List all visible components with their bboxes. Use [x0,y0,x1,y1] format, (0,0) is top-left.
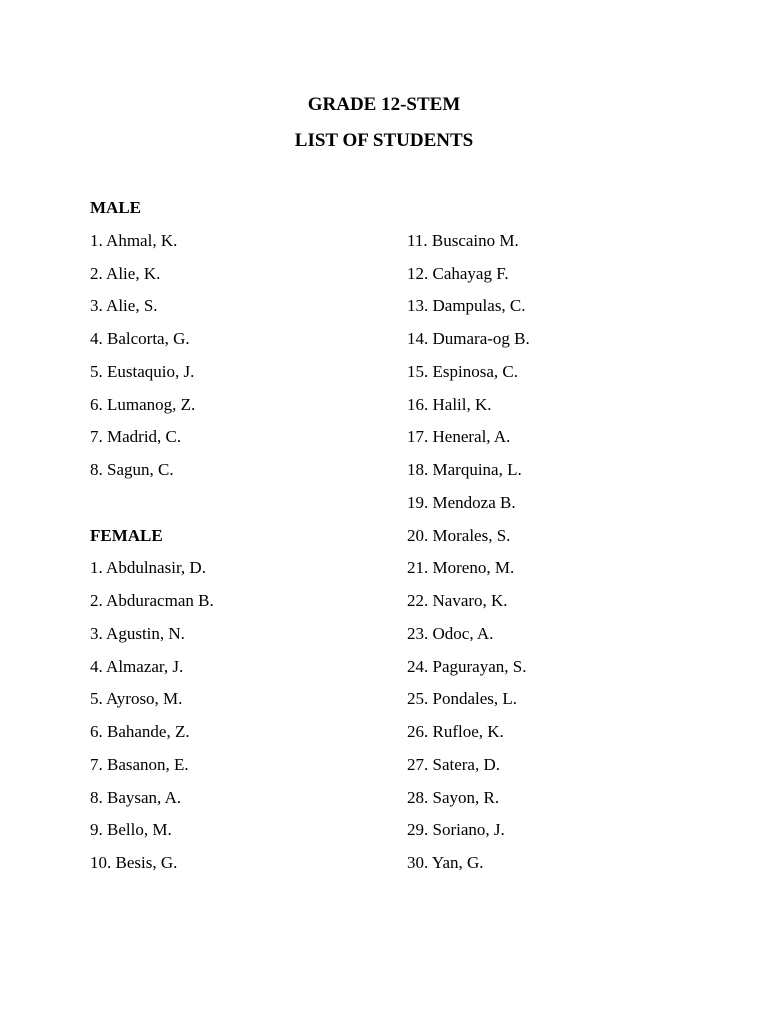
list-item: 22. Navaro, K. [407,591,508,610]
list-item: 9. Bello, M. [90,820,172,840]
list-item: 19. Mendoza B. [407,492,516,512]
list-item: 1. Ahmal, K. [90,230,178,250]
document-title: GRADE 12-STEM [307,94,461,115]
list-item: 6. Lumanog, Z. [90,394,196,414]
list-item: 23. Odoc, A. [407,623,494,643]
list-item: 15. Espinosa, C. [407,361,518,381]
list-item: 28. Sayon, R. [407,787,500,807]
list-item: 27. Satera, D. [407,754,501,774]
list-item: 17. Heneral, A. [407,427,511,447]
list-item: 3. Alie, S. [90,296,158,316]
list-item: 25. Pondales, L. [407,689,518,709]
list-item: 2. Alie, K. [90,263,161,283]
list-item: 5. Eustaquio, J. [90,361,195,381]
list-item: 8. Baysan, A. [90,787,182,807]
list-item: 14. Dumara-og B. [407,329,530,348]
male-heading: MALE [90,198,141,217]
list-item: 29. Soriano, J. [407,820,505,840]
list-item: 12. Cahayag F. [407,263,509,283]
list-item: 11. Buscaino M. [407,230,519,250]
column-top-spacer [407,197,707,230]
list-item: 21. Moreno, M. [407,558,515,578]
list-item: 7. Madrid, C. [90,427,182,447]
list-item: 30. Yan, G. [407,853,484,872]
list-item: 4. Almazar, J. [90,656,184,676]
list-item: 7. Basanon, E. [90,754,189,774]
list-item: 4. Balcorta, G. [90,329,190,348]
list-item: 24. Pagurayan, S. [407,656,527,676]
female-heading: FEMALE [90,525,163,545]
list-item: 2. Abduracman B. [90,591,214,610]
list-item: 26. Rufloe, K. [407,722,504,741]
list-item: 20. Morales, S. [407,525,511,545]
left-column [90,197,390,885]
list-item: 1. Abdulnasir, D. [90,558,206,578]
list-item: 18. Marquina, L. [407,460,522,479]
list-item: 5. Ayroso, M. [90,689,183,709]
list-item: 3. Agustin, N. [90,623,185,643]
document-subtitle: LIST OF STUDENTS [294,130,474,151]
list-item: 10. Besis, G. [90,853,178,872]
right-column [407,197,707,885]
list-item: 16. Halil, K. [407,394,492,414]
list-item: 6. Bahande, Z. [90,722,190,741]
section-spacer [90,492,390,525]
list-item: 8. Sagun, C. [90,460,174,479]
list-item: 13. Dampulas, C. [407,296,526,316]
